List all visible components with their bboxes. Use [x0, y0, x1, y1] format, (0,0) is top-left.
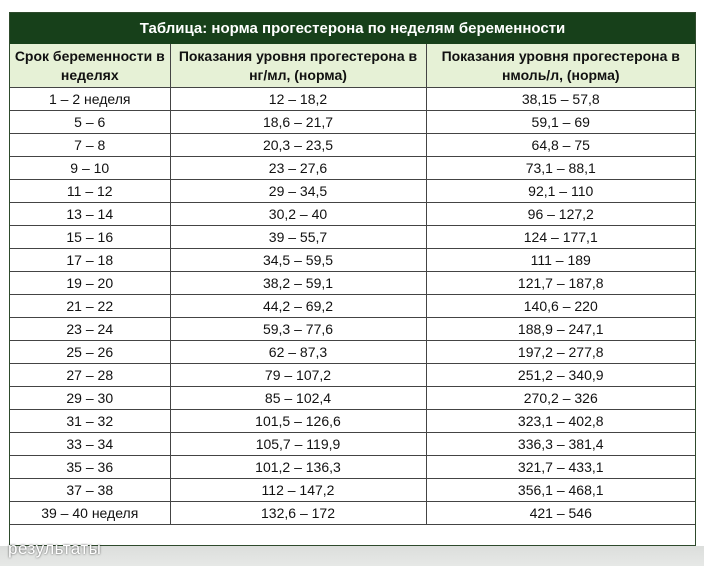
table-row — [10, 272, 695, 295]
table-row — [10, 479, 695, 502]
header-level-ngml: Показания уровня прогестерона в нг/мл, (норма) — [170, 44, 426, 88]
table-row — [10, 433, 695, 456]
table-row — [10, 111, 695, 134]
cell-level-nmoll: 188,9 – 247,1 — [426, 318, 695, 341]
table-row — [10, 134, 695, 157]
cell-term-weeks: 31 – 32 — [10, 410, 170, 433]
cell-level-ngml: 59,3 – 77,6 — [170, 318, 426, 341]
table-row — [10, 341, 695, 364]
cell-level-ngml: 29 – 34,5 — [170, 180, 426, 203]
cell-level-nmoll: 38,15 – 57,8 — [426, 88, 695, 111]
cell-level-ngml: 85 – 102,4 — [170, 387, 426, 410]
cell-level-nmoll: 111 – 189 — [426, 249, 695, 272]
cell-level-ngml: 38,2 – 59,1 — [170, 272, 426, 295]
header-level-nmoll: Показания уровня прогестерона в нмоль/л, (норма) — [426, 44, 695, 88]
table-row — [10, 180, 695, 203]
cell-level-ngml: 20,3 – 23,5 — [170, 134, 426, 157]
table-row — [10, 249, 695, 272]
cell-level-ngml: 23 – 27,6 — [170, 157, 426, 180]
cell-level-ngml: 101,5 – 126,6 — [170, 410, 426, 433]
cell-term-weeks: 7 – 8 — [10, 134, 170, 157]
cell-term-weeks: 33 – 34 — [10, 433, 170, 456]
cell-term-weeks: 21 – 22 — [10, 295, 170, 318]
cell-term-weeks: 37 – 38 — [10, 479, 170, 502]
cell-term-weeks: 11 – 12 — [10, 180, 170, 203]
cell-level-nmoll: 121,7 – 187,8 — [426, 272, 695, 295]
table-body — [10, 88, 695, 525]
cell-term-weeks: 29 – 30 — [10, 387, 170, 410]
header-term-weeks: Срок беременности в неделях — [10, 44, 170, 88]
table-row — [10, 295, 695, 318]
table-row — [10, 410, 695, 433]
table-row — [10, 456, 695, 479]
table-row — [10, 387, 695, 410]
cell-level-ngml: 18,6 – 21,7 — [170, 111, 426, 134]
cell-level-nmoll: 421 – 546 — [426, 502, 695, 525]
table-row — [10, 502, 695, 525]
cell-level-ngml: 30,2 – 40 — [170, 203, 426, 226]
cell-level-nmoll: 140,6 – 220 — [426, 295, 695, 318]
cell-term-weeks: 27 – 28 — [10, 364, 170, 387]
watermark-text: результаты — [8, 539, 102, 558]
cell-level-ngml: 44,2 – 69,2 — [170, 295, 426, 318]
cell-level-ngml: 34,5 – 59,5 — [170, 249, 426, 272]
cell-term-weeks: 1 – 2 неделя — [10, 88, 170, 111]
cell-level-ngml: 112 – 147,2 — [170, 479, 426, 502]
cell-level-nmoll: 336,3 – 381,4 — [426, 433, 695, 456]
header-row — [10, 44, 695, 88]
cell-level-nmoll: 124 – 177,1 — [426, 226, 695, 249]
cell-level-nmoll: 323,1 – 402,8 — [426, 410, 695, 433]
table-row — [10, 318, 695, 341]
cell-level-ngml: 105,7 – 119,9 — [170, 433, 426, 456]
cell-level-ngml: 132,6 – 172 — [170, 502, 426, 525]
cell-level-nmoll: 251,2 – 340,9 — [426, 364, 695, 387]
cell-level-nmoll: 356,1 – 468,1 — [426, 479, 695, 502]
cell-level-nmoll: 321,7 – 433,1 — [426, 456, 695, 479]
table-row — [10, 88, 695, 111]
cell-level-nmoll: 73,1 – 88,1 — [426, 157, 695, 180]
table-row — [10, 157, 695, 180]
bottom-band — [0, 546, 704, 566]
cell-term-weeks: 15 – 16 — [10, 226, 170, 249]
cell-term-weeks: 9 – 10 — [10, 157, 170, 180]
cell-level-nmoll: 59,1 – 69 — [426, 111, 695, 134]
progesterone-table — [10, 44, 695, 525]
cell-level-ngml: 101,2 – 136,3 — [170, 456, 426, 479]
cell-level-ngml: 79 – 107,2 — [170, 364, 426, 387]
cell-level-nmoll: 92,1 – 110 — [426, 180, 695, 203]
cell-term-weeks: 17 – 18 — [10, 249, 170, 272]
cell-level-nmoll: 270,2 – 326 — [426, 387, 695, 410]
cell-level-ngml: 12 – 18,2 — [170, 88, 426, 111]
cell-level-ngml: 62 – 87,3 — [170, 341, 426, 364]
cell-term-weeks: 23 – 24 — [10, 318, 170, 341]
table-row — [10, 203, 695, 226]
cell-term-weeks: 35 – 36 — [10, 456, 170, 479]
table-row — [10, 364, 695, 387]
cell-level-ngml: 39 – 55,7 — [170, 226, 426, 249]
table-title: Таблица: норма прогестерона по неделям беременности — [10, 13, 695, 44]
cell-term-weeks: 39 – 40 неделя — [10, 502, 170, 525]
cell-level-nmoll: 96 – 127,2 — [426, 203, 695, 226]
cell-term-weeks: 13 – 14 — [10, 203, 170, 226]
cell-level-nmoll: 64,8 – 75 — [426, 134, 695, 157]
table-row — [10, 226, 695, 249]
cell-level-nmoll: 197,2 – 277,8 — [426, 341, 695, 364]
cell-term-weeks: 19 – 20 — [10, 272, 170, 295]
cell-term-weeks: 25 – 26 — [10, 341, 170, 364]
progesterone-table-frame — [9, 12, 696, 546]
cell-term-weeks: 5 – 6 — [10, 111, 170, 134]
